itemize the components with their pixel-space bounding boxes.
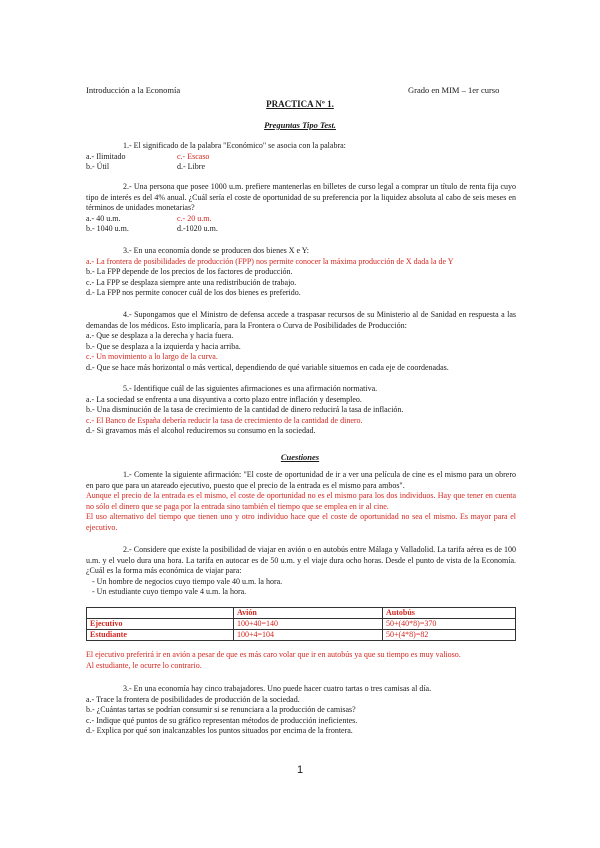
list-item: - Un hombre de negocios cuyo tiempo vale 40 u.m. la hora. bbox=[92, 576, 283, 586]
table-header-autobus: Autobús bbox=[383, 608, 516, 619]
cuestion-2 bbox=[86, 545, 516, 598]
option-b: b.- Una disminución de la tasa de crecimiento de la cantidad de dinero reducirá la tasa de inflación. bbox=[86, 405, 404, 414]
table-header-avion: Avión bbox=[234, 608, 383, 619]
cuestion-3 bbox=[86, 684, 516, 737]
cell-avion: 100+40=140 bbox=[234, 619, 383, 630]
option-a: a.- La sociedad se enfrenta a una disyuntiva a corto plazo entre inflación y desempleo. bbox=[86, 394, 362, 404]
question-stem: 2.- Una persona que posee 1000 u.m. prefiere mantenerlas en billetes de curso legal a comprar un título de renta fija cuyo tipo de interés es del 4% anual. ¿Cuál sería el coste de oportunidad de su preferencia por la liquidez absoluta al cabo de seis meses en términos de unidades monetarias? bbox=[86, 182, 516, 212]
item-b: b.- ¿Cuántas tartas se podrían consumir si se renunciara a la producción de camisas? bbox=[86, 705, 356, 714]
table-header-row bbox=[87, 608, 516, 619]
course-name: Introducción a la Economía bbox=[86, 85, 181, 95]
option-a: a.- Ilimitado bbox=[86, 151, 126, 161]
section-heading-test: Preguntas Tipo Test. bbox=[264, 120, 336, 130]
option-b: b.- Que se desplaza a la izquierda y hacia arriba. bbox=[86, 341, 241, 351]
option-b: b.- Útil bbox=[86, 162, 110, 171]
cuestion-2-answer bbox=[86, 650, 516, 671]
item-a: a.- Trace la frontera de posibilidades de producción de la sociedad. bbox=[86, 694, 300, 704]
section-heading-cuestiones: Cuestiones bbox=[280, 452, 320, 462]
question-1 bbox=[86, 141, 516, 173]
question-stem: 5.- Identifique cuál de las siguientes afirmaciones es una afirmación normativa. bbox=[123, 384, 378, 393]
option-c-answer: c.- 20 u.m. bbox=[177, 213, 212, 223]
table-corner-cell bbox=[87, 608, 234, 619]
option-c-answer: c.- El Banco de España debería reducir la tasa de crecimiento de la cantidad de dinero. bbox=[86, 415, 363, 425]
cell-autobus: 50+(4*8)=82 bbox=[383, 630, 516, 641]
page-title: PRACTICA Nº 1. bbox=[266, 99, 334, 109]
cuestion-stem: 3.- En una economía hay cinco trabajadores. Uno puede hacer cuatro tartas o tres camisas al día. bbox=[123, 684, 432, 693]
cell-avion: 100+4=104 bbox=[234, 630, 383, 641]
question-2 bbox=[86, 182, 516, 235]
cost-table bbox=[86, 607, 516, 641]
page-number: 1 bbox=[296, 764, 304, 776]
table-row bbox=[87, 630, 516, 641]
cell-autobus: 50+(40*8)=370 bbox=[383, 619, 516, 630]
option-c-answer: c.- Escaso bbox=[177, 151, 210, 161]
cuestion-answer: El uso alternativo del tiempo que tienen uno y otro individuo hace que el coste de oportunidad no sea el mismo. Es mayor para el ejecutivo. bbox=[86, 512, 516, 532]
option-d: d.- La FPP nos permite conocer cuál de los dos bienes es preferido. bbox=[86, 288, 301, 297]
option-d: d.-1020 u.m. bbox=[177, 224, 218, 233]
question-4 bbox=[86, 310, 516, 373]
cuestion-answer: Al estudiante, le ocurre lo contrario. bbox=[86, 660, 202, 670]
question-stem: 3.- En una economía donde se producen dos bienes X e Y: bbox=[123, 246, 310, 255]
option-d: d.- Si gravamos más el alcohol reduciremos su consumo en la sociedad. bbox=[86, 426, 316, 435]
cuestion-stem: 2.- Considere que existe la posibilidad de viajar en avión o en autobús entre Málaga y Valladolid. La tarifa aérea es de 100 u.m. y el vuelo dura una hora. La tarifa en autocar es de 50 u.m. y el viaje dura ocho horas. Desde el punto de vista de la Economía. ¿Cuál es la forma más económica de viajar para: bbox=[86, 545, 516, 575]
option-c-answer: c.- Un movimiento a lo largo de la curva. bbox=[86, 352, 218, 361]
course-grade: Grado en MIM – 1er curso bbox=[408, 85, 500, 95]
cuestion-1 bbox=[86, 470, 516, 533]
option-c: c.- La FPP se desplaza siempre ante una redistribución de trabajo. bbox=[86, 277, 297, 287]
question-3 bbox=[86, 246, 516, 299]
row-label: Ejecutivo bbox=[87, 619, 234, 630]
item-c: c.- Indique qué puntos de su gráfico representan métodos de producción ineficientes. bbox=[86, 715, 358, 725]
cuestion-answer: Aunque el precio de la entrada es el mismo, el coste de oportunidad no es el mismo para los dos individuos. Hay que tener en cuenta no sólo el dinero que se paga por la entrada sino también el tiempo que se emplea en ir al cine. bbox=[86, 491, 516, 511]
option-d: d.- Que se hace más horizontal o más vertical, dependiendo de qué variable situemos en cada eje de coordenadas. bbox=[86, 362, 449, 372]
table-row bbox=[87, 619, 516, 630]
cuestion-answer: El ejecutivo preferirá ir en avión a pesar de que es más caro volar que ir en autobús ya que su tiempo es muy valioso. bbox=[86, 650, 461, 659]
cuestion-stem: 1.- Comente la siguiente afirmación: "El coste de oportunidad de ir a ver una película de cine es el mismo para un obrero en paro que para un atareado ejecutivo, puesto que el precio de la entrada es el mismo para ambos". bbox=[86, 470, 516, 490]
option-a: a.- 40 u.m. bbox=[86, 213, 121, 223]
question-stem: 1.- El significado de la palabra "Económico" se asocia con la palabra: bbox=[123, 141, 346, 150]
option-d: d.- Libre bbox=[177, 162, 205, 171]
question-stem: 4.- Supongamos que el Ministro de defensa accede a traspasar recursos de su Ministerio al de Sanidad en respuesta a las demandas de los médicos. Esto implicaría, para la Frontera o Curva de Posibilidades de Producción: bbox=[86, 310, 516, 330]
option-b: b.- La FPP depende de los precios de los factores de producción. bbox=[86, 267, 293, 276]
option-a-answer: a.- La frontera de posibilidades de producción (FPP) nos permite conocer la máxima producción de X dada la de Y bbox=[86, 256, 454, 266]
item-d: d.- Explica por qué son inalcanzables los puntos situados por encima de la frontera. bbox=[86, 726, 353, 735]
row-label: Estudiante bbox=[87, 630, 234, 641]
option-a: a.- Que se desplaza a la derecha y hacia fuera. bbox=[86, 331, 234, 340]
question-5 bbox=[86, 384, 516, 437]
list-item: - Un estudiante cuyo tiempo vale 4 u.m. la hora. bbox=[92, 587, 247, 596]
option-b: b.- 1040 u.m. bbox=[86, 224, 129, 233]
